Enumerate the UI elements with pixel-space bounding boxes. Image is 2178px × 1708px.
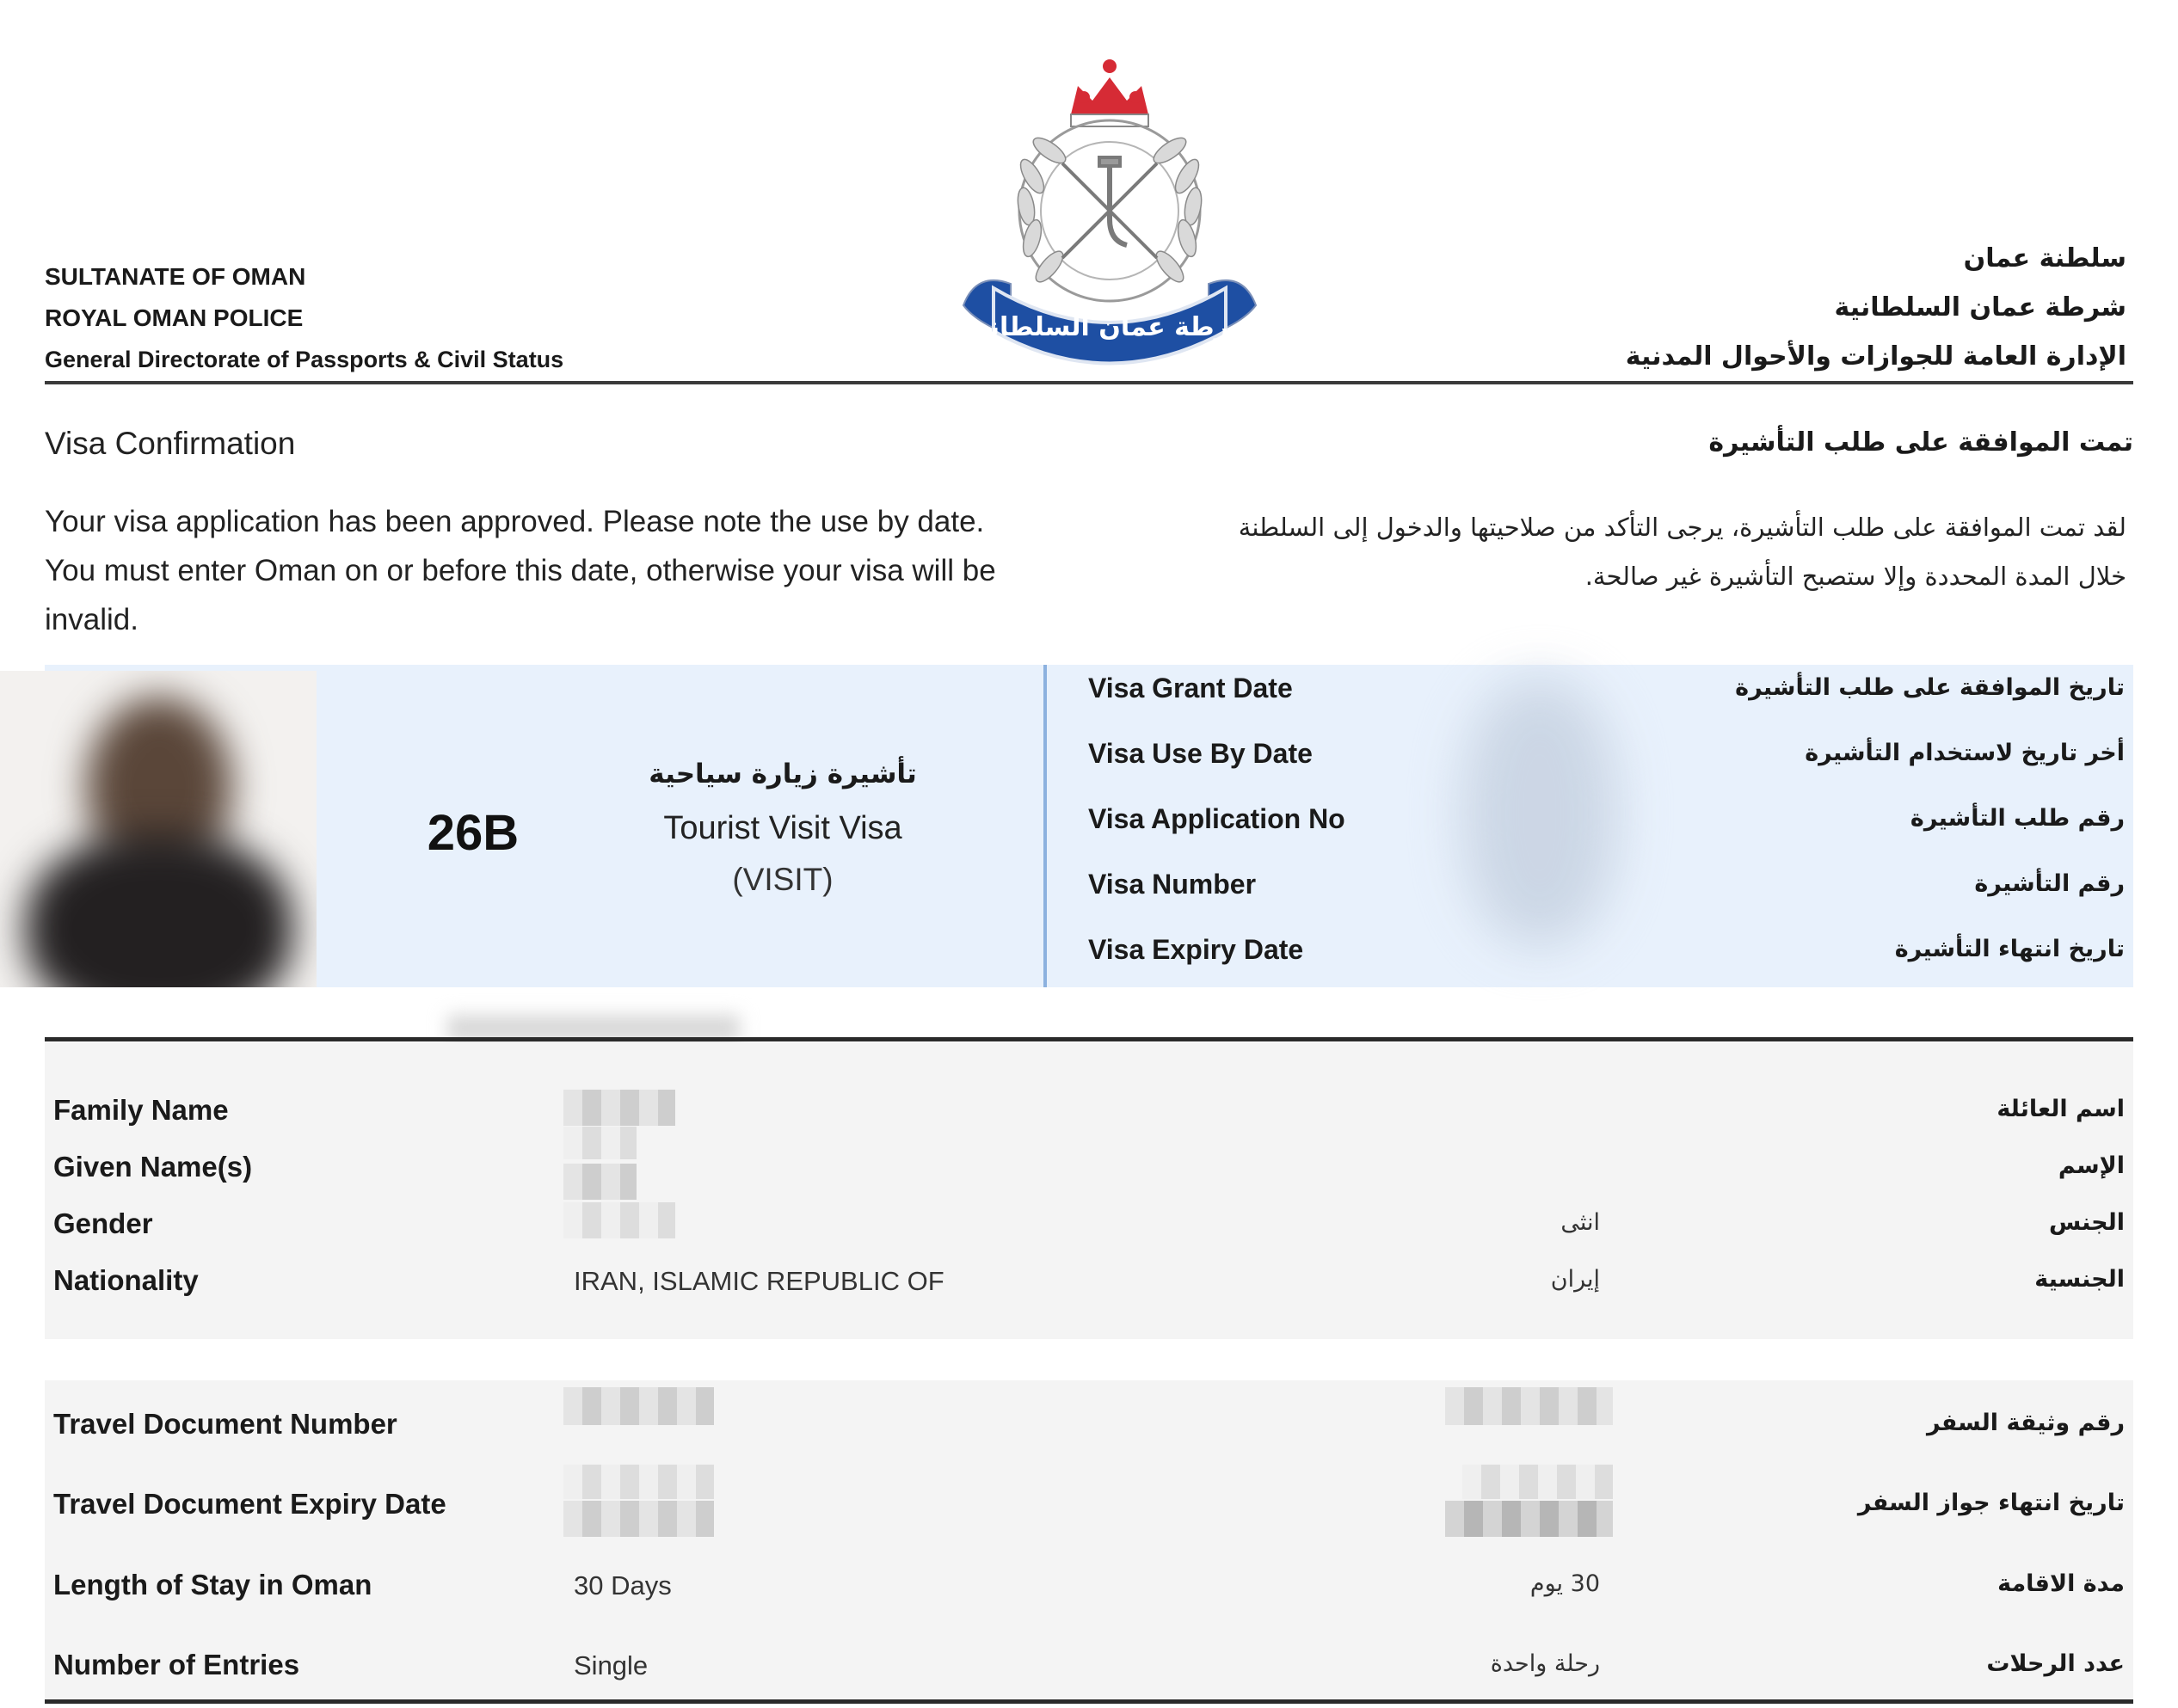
emblem-ribbon-text: شرطة عمان السلطانية <box>963 312 1256 342</box>
family-name-label-ar: اسم العائلة <box>1997 1096 2125 1122</box>
emblem-icon <box>959 47 1260 366</box>
travel-document-number-label: Travel Document Number <box>53 1408 397 1440</box>
visa-number-label: Visa Number <box>1088 869 1257 900</box>
visa-number-label-ar: رقم التأشيرة <box>1974 870 2125 897</box>
travel-document-expiry-redacted-top <box>563 1465 714 1499</box>
given-names-label-ar: الإسم <box>2058 1152 2125 1179</box>
number-of-entries-label-ar: عدد الرحلات <box>1986 1650 2125 1677</box>
nationality-value: IRAN, ISLAMIC REPUBLIC OF <box>574 1266 944 1296</box>
visa-grant-date-label-ar: تاريخ الموافقة على طلب التأشيرة <box>1735 674 2125 701</box>
given-names-redacted <box>563 1164 637 1200</box>
travel-document-number-ar-redacted <box>1445 1387 1613 1425</box>
number-of-entries-label: Number of Entries <box>53 1649 300 1680</box>
gender-redacted <box>563 1202 675 1238</box>
travel-document-number-label-ar: رقم وثيقة السفر <box>1926 1410 2125 1436</box>
header-en-line1: SULTANATE OF OMAN <box>45 263 306 290</box>
personal-details-section <box>45 1042 2133 1339</box>
visa-expiry-date-label-ar: تاريخ انتهاء التأشيرة <box>1894 936 2125 962</box>
nationality-value-ar: إيران <box>1550 1266 1600 1293</box>
crown-icon <box>1071 59 1148 126</box>
travel-document-expiry-ar-redacted-top <box>1462 1465 1613 1499</box>
royal-oman-police-emblem <box>959 47 1260 366</box>
header-ar-line1: سلطنة عمان <box>1963 243 2126 273</box>
confirmation-title-ar: تمت الموافقة على طلب التأشيرة <box>1708 427 2133 458</box>
family-name-redacted <box>563 1090 675 1126</box>
visa-use-by-date-label-ar: أخر تاريخ لاستخدام التأشيرة <box>1805 740 2125 766</box>
visa-use-by-date-label: Visa Use By Date <box>1088 738 1313 769</box>
gender-label: Gender <box>53 1207 153 1239</box>
header-en-line3: General Directorate of Passports & Civil Status <box>45 347 564 372</box>
header-divider <box>45 381 2133 384</box>
number-of-entries-value-ar: رحلة واحدة <box>1490 1650 1600 1677</box>
length-of-stay-value-ar: 30 يوم <box>1529 1570 1600 1597</box>
family-name-label: Family Name <box>53 1094 229 1126</box>
header-ar-line2: شرطة عمان السلطانية <box>1834 292 2126 323</box>
confirmation-body-ar-line1: لقد تمت الموافقة على طلب التأشيرة، يرجى التأكد من صلاحيتها والدخول إلى السلطنة <box>1238 513 2126 542</box>
confirmation-body-ar <box>1146 503 2126 601</box>
travel-document-expiry-redacted <box>563 1501 714 1537</box>
nationality-label: Nationality <box>53 1264 199 1296</box>
given-names-label: Given Name(s) <box>53 1151 253 1183</box>
nationality-label-ar: الجنسية <box>2034 1266 2125 1293</box>
gender-label-ar: الجنس <box>2048 1209 2125 1236</box>
travel-document-expiry-label: Travel Document Expiry Date <box>53 1488 446 1520</box>
given-names-redacted-top <box>563 1127 637 1159</box>
visa-application-no-label: Visa Application No <box>1088 803 1345 834</box>
gender-value-ar: انثى <box>1560 1209 1600 1236</box>
visa-type-code: 26B <box>427 805 520 861</box>
visa-type-en: Tourist Visit Visa <box>663 810 902 846</box>
visa-type-ar: تأشيرة زيارة سياحية <box>649 759 917 789</box>
length-of-stay-label: Length of Stay in Oman <box>53 1569 372 1600</box>
header-english <box>45 256 563 380</box>
length-of-stay-value: 30 Days <box>574 1570 672 1600</box>
header-en-line2: ROYAL OMAN POLICE <box>45 304 304 331</box>
number-of-entries-value: Single <box>574 1650 649 1680</box>
confirmation-body-ar-line2: خلال المدة المحددة وإلا ستصبح التأشيرة غير صالحة. <box>1584 562 2126 591</box>
section-divider <box>45 1037 2133 1041</box>
confirmation-body-en: Your visa application has been approved. Please note the use by date. You must enter Oman on or before this date, otherwise your visa will be invalid. <box>45 505 996 636</box>
photo-body-blur <box>26 834 292 987</box>
header-arabic <box>1524 234 2126 381</box>
applicant-photo <box>0 671 317 987</box>
travel-document-expiry-ar-redacted <box>1445 1501 1613 1537</box>
confirmation-title-en: Visa Confirmation <box>45 426 296 461</box>
visa-expiry-date-label: Visa Expiry Date <box>1088 934 1304 965</box>
ribbon-icon <box>963 280 1256 364</box>
footer-divider <box>45 1699 2133 1704</box>
header-ar-line3: الإدارة العامة للجوازات والأحوال المدنية <box>1625 341 2126 372</box>
length-of-stay-label-ar: مدة الاقامة <box>1997 1570 2125 1597</box>
visa-application-no-label-ar: رقم طلب التأشيرة <box>1910 805 2125 832</box>
visa-band-divider <box>1043 665 1047 987</box>
travel-document-expiry-label-ar: تاريخ انتهاء جواز السفر <box>1857 1490 2125 1516</box>
visa-type-sub: (VISIT) <box>732 862 834 897</box>
travel-document-number-redacted <box>563 1387 714 1425</box>
visa-grant-date-label: Visa Grant Date <box>1088 673 1293 703</box>
visa-values-redacted <box>1462 679 1617 946</box>
